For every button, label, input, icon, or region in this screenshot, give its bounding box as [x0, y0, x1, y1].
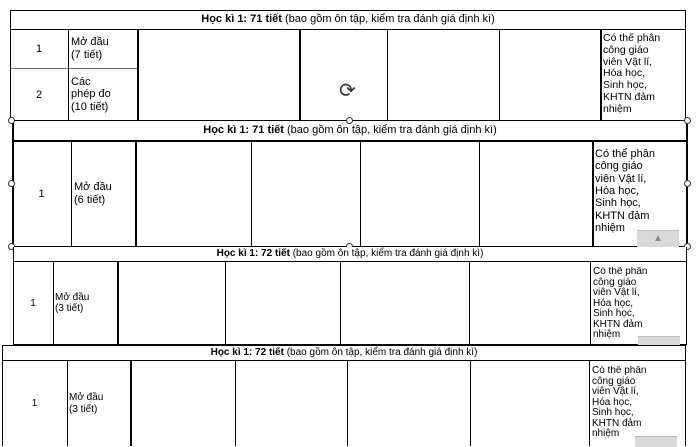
chevron-up-icon: ▲: [653, 233, 663, 244]
semester-note: (bao gồm ôn tập, kiểm tra đánh giá định kì): [281, 13, 495, 25]
table-block-4: [2, 345, 686, 446]
semester-title: Học kì 1: 72 tiết: [210, 347, 284, 358]
table-header: [2, 345, 686, 360]
lesson-title: Mở đầu (7 tiết): [71, 36, 109, 61]
resize-handle[interactable]: [684, 180, 691, 187]
table-block-1: [10, 10, 686, 120]
row-number: 1: [38, 188, 45, 200]
lesson-title: Mở đầu (3 tiết): [69, 392, 104, 415]
scroll-up-button: [638, 336, 680, 345]
teacher-note: Có thể phân công giáo viên Vật lí, Hóa học, Sinh học, KHTN đảm nhiệm: [603, 33, 661, 115]
resize-handle[interactable]: [684, 117, 691, 124]
table-header: [10, 10, 686, 29]
row-number: 1: [30, 297, 36, 309]
resize-handle[interactable]: [8, 180, 15, 187]
teacher-note: Có thể phân công giáo viên Vật lí, Hóa học, Sinh học, KHTN đảm nhiệm: [592, 366, 647, 439]
resize-handle[interactable]: [346, 117, 353, 124]
scroll-up-button[interactable]: [637, 230, 679, 247]
lesson-title: Mở đầu (6 tiết): [74, 180, 112, 206]
row-number: 1: [31, 398, 38, 409]
row-number: 2: [35, 88, 43, 101]
lesson-title: Các phép đo (10 tiết): [71, 76, 111, 113]
table-block-2[interactable]: [12, 120, 688, 247]
table-block-3: [13, 247, 687, 345]
semester-title: Học kì 1: 71 tiết: [201, 13, 282, 25]
rotate-handle-icon[interactable]: ⟳: [339, 80, 356, 102]
teacher-note: Có thể phân công giáo viên Vật lí, Hóa học, Sinh học, KHTN đảm nhiệm: [593, 267, 648, 340]
table-header: [13, 247, 687, 261]
lesson-title: Mở đầu (3 tiết): [55, 291, 90, 314]
resize-handle[interactable]: [8, 117, 15, 124]
semester-note: (bao gồm ôn tập, kiểm tra đánh giá định kì): [283, 347, 478, 358]
semester-note: (bao gồm ôn tập, kiểm tra đánh giá định kì): [289, 248, 484, 259]
semester-note: (bao gồm ôn tập, kiểm tra đánh giá định kì): [283, 124, 497, 136]
scroll-up-button: [635, 436, 677, 447]
semester-title: Học kì 1: 72 tiết: [216, 248, 290, 259]
semester-title: Học kì 1: 71 tiết: [203, 124, 284, 136]
teacher-note: Có thể phân công giáo viên Vật lí, Hóa học, Sinh học, KHTN đảm nhiệm: [595, 148, 655, 234]
row-number: 1: [35, 42, 43, 55]
